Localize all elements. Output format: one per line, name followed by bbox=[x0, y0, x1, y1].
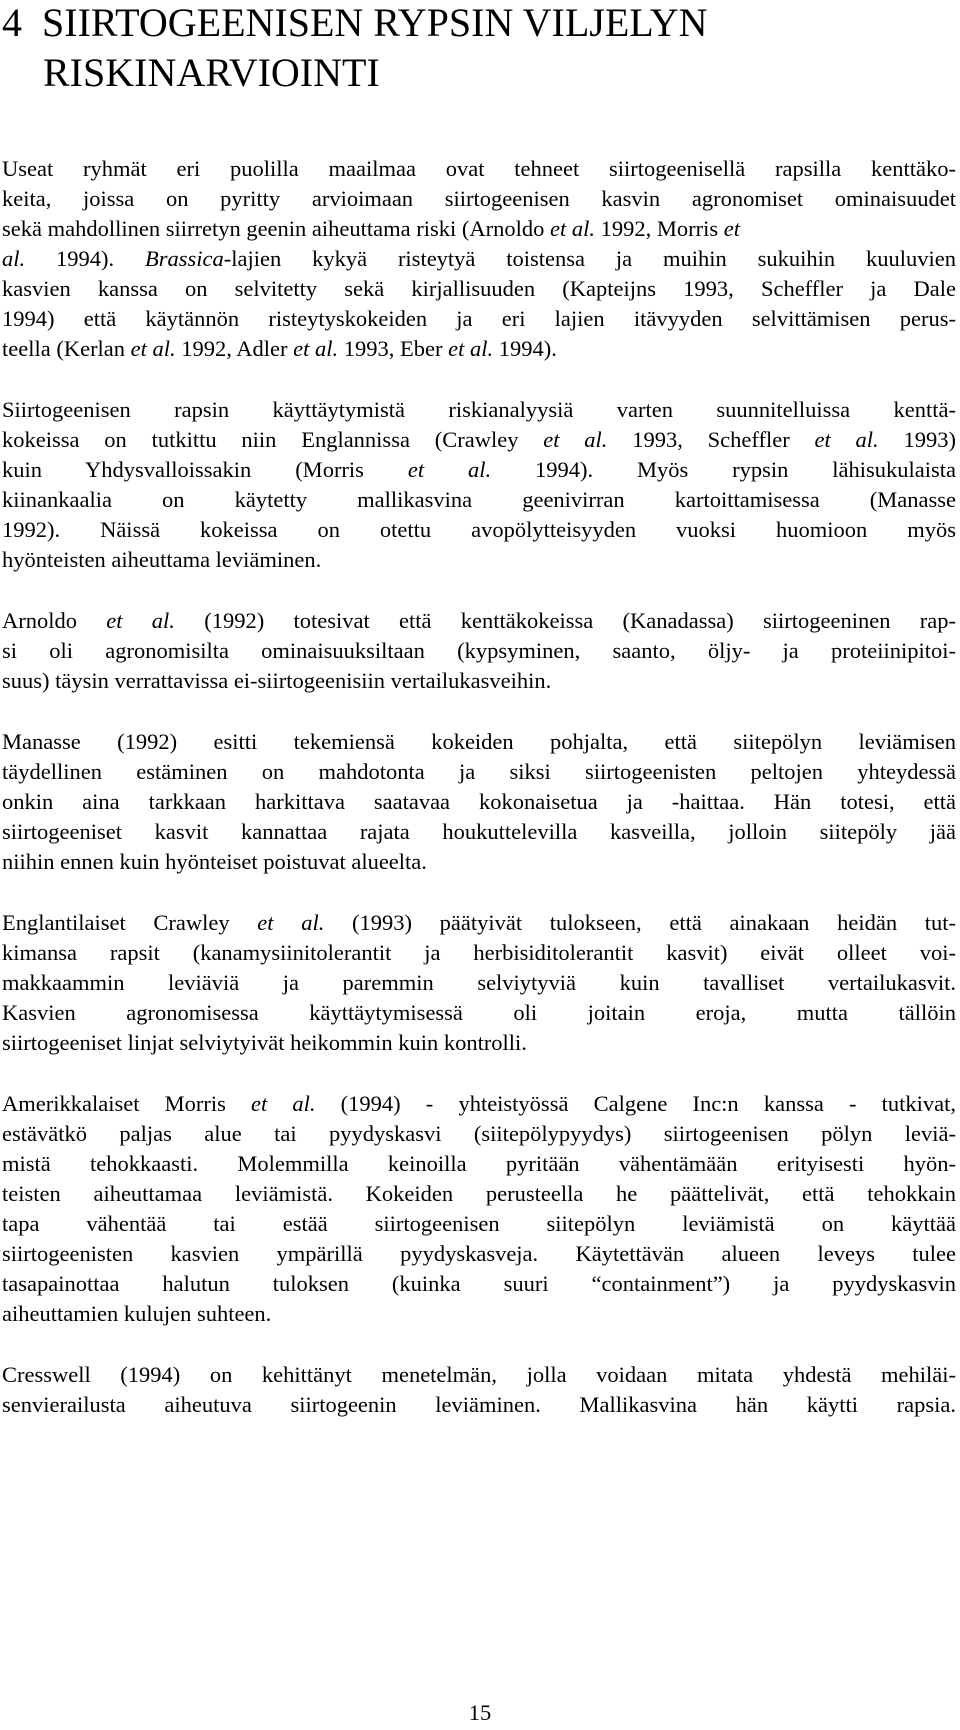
text-run: mistä tehokkaasti. Molemmilla keinoilla pyritään vähentämään erityisesti hyön- bbox=[2, 1151, 956, 1176]
text-run: Manasse (1992) esitti tekemiensä kokeiden pohjalta, että siitepölyn leviämisen bbox=[2, 729, 956, 754]
text-run: 1994). Myös rypsin lähisukulaista bbox=[491, 457, 957, 482]
italic-text: et al. bbox=[106, 608, 175, 633]
text-run: aiheuttamien kulujen suhteen. bbox=[2, 1301, 272, 1326]
text-line bbox=[2, 1209, 956, 1239]
heading-title-line-2: RISKINARVIOINTI bbox=[43, 50, 380, 95]
text-line bbox=[2, 545, 956, 575]
heading-title-line-1: SIIRTOGEENISEN RYPSIN VILJELYN bbox=[42, 0, 708, 45]
text-line bbox=[2, 274, 956, 304]
italic-text: et al. bbox=[543, 427, 608, 452]
text-line bbox=[2, 1028, 956, 1058]
text-line bbox=[2, 334, 956, 364]
chapter-number: 4 bbox=[2, 0, 22, 45]
text-run: estävätkö paljas alue tai pyydyskasvi (siitepölypyydys) siirtogeenisen pölyn leviä- bbox=[2, 1121, 956, 1146]
text-run: Useat ryhmät eri puolilla maailmaa ovat tehneet siirtogeenisellä rapsilla kenttäko- bbox=[2, 156, 956, 181]
text-run: 1994). bbox=[25, 246, 145, 271]
chapter-heading bbox=[2, 0, 942, 98]
text-run: suus) täysin verrattavissa ei-siirtogeenisiin vertailukasveihin. bbox=[2, 668, 552, 693]
text-run: -lajien kykyä risteytyä toistensa ja muihin sukuihin kuuluvien bbox=[223, 246, 956, 271]
text-line bbox=[2, 395, 956, 425]
italic-text: et bbox=[723, 216, 740, 241]
text-run: Englantilaiset Crawley bbox=[2, 910, 258, 935]
text-run: siirtogeenisten kasvien ympärillä pyydyskasveja. Käytettävän alueen leveys tulee bbox=[2, 1241, 956, 1266]
text-run: kimansa rapsit (kanamysiinitolerantit ja herbisiditolerantit kasvit) eivät olleet voi- bbox=[2, 940, 956, 965]
text-line bbox=[2, 1269, 956, 1299]
italic-text: et al. bbox=[130, 336, 176, 361]
text-run: kiinankaalia on käytetty mallikasvina geenivirran kartoittamisessa (Manasse bbox=[2, 487, 956, 512]
text-run: 1992). Näissä kokeissa on otettu avopölytteisyyden vuoksi huomioon myös bbox=[2, 517, 956, 542]
text-line bbox=[2, 1299, 956, 1329]
text-line bbox=[2, 485, 956, 515]
text-run: siirtogeeniset linjat selviytyivät heikommin kuin kontrolli. bbox=[2, 1030, 527, 1055]
text-line bbox=[2, 244, 956, 274]
text-run: (1992) totesivat että kenttäkokeissa (Kanadassa) siirtogeeninen rap- bbox=[174, 608, 956, 633]
text-run: kuin Yhdysvalloissakin (Morris bbox=[2, 457, 408, 482]
text-run: 1994). bbox=[493, 336, 557, 361]
text-run: Arnoldo bbox=[2, 608, 107, 633]
text-run: keita, joissa on pyritty arvioimaan siirtogeenisen kasvin agronomiset ominaisuudet bbox=[2, 186, 956, 211]
text-line bbox=[2, 1360, 956, 1390]
text-line bbox=[2, 757, 956, 787]
text-line bbox=[2, 817, 956, 847]
text-run: Amerikkalaiset Morris bbox=[2, 1091, 251, 1116]
text-line bbox=[2, 787, 956, 817]
text-line bbox=[2, 1149, 956, 1179]
text-run: Kasvien agronomisessa käyttäytymisessä oli joitain eroja, mutta tällöin bbox=[2, 1000, 956, 1025]
text-run: teella (Kerlan bbox=[2, 336, 131, 361]
text-run: 1993, Eber bbox=[338, 336, 449, 361]
text-run: 1992, Adler bbox=[175, 336, 294, 361]
text-line bbox=[2, 666, 956, 696]
text-line bbox=[2, 847, 956, 877]
italic-text: et al. bbox=[549, 216, 595, 241]
text-run: 1992, Morris bbox=[594, 216, 724, 241]
heading-line-1 bbox=[2, 0, 942, 48]
text-run: täydellinen estäminen on mahdotonta ja siksi siirtogeenisten peltojen yhteydessä bbox=[2, 759, 956, 784]
text-line bbox=[2, 1119, 956, 1149]
text-line bbox=[2, 214, 956, 244]
text-run: 1993) bbox=[878, 427, 956, 452]
text-run: kokeissa on tutkittu niin Englannissa (Crawley bbox=[2, 427, 544, 452]
text-run: Cresswell (1994) on kehittänyt menetelmän, jolla voidaan mitata yhdestä mehiläi- bbox=[2, 1362, 956, 1387]
text-line bbox=[2, 425, 956, 455]
italic-text: et al. bbox=[407, 457, 492, 482]
text-run: tasapainottaa halutun tuloksen (kuinka suuri “containment”) ja pyydyskasvin bbox=[2, 1271, 956, 1296]
text-line bbox=[2, 636, 956, 666]
text-line bbox=[2, 968, 956, 998]
text-line bbox=[2, 1390, 956, 1420]
text-line bbox=[2, 455, 956, 485]
italic-text: et al. bbox=[293, 336, 339, 361]
text-run: (1993) päätyivät tulokseen, että ainakaan heidän tut- bbox=[324, 910, 956, 935]
text-run: sekä mahdollinen siirretyn geenin aiheuttama riski (Arnoldo bbox=[2, 216, 550, 241]
text-run: hyönteisten aiheuttama leviäminen. bbox=[2, 547, 322, 572]
page-number: 15 bbox=[468, 1700, 492, 1725]
italic-text: al. bbox=[2, 246, 26, 271]
text-line bbox=[2, 727, 956, 757]
text-line bbox=[2, 304, 956, 334]
text-run: onkin aina tarkkaan harkittava saatavaa kokonaisetua ja -haittaa. Hän totesi, että bbox=[2, 789, 956, 814]
italic-text: et al. bbox=[814, 427, 879, 452]
text-line bbox=[2, 998, 956, 1028]
text-run: 1994) että käytännön risteytyskokeiden ja eri lajien itävyyden selvittämisen perus- bbox=[2, 306, 956, 331]
text-line bbox=[2, 606, 956, 636]
text-line bbox=[2, 908, 956, 938]
text-run: 1993, Scheffler bbox=[607, 427, 815, 452]
text-line bbox=[2, 1239, 956, 1269]
text-run: (1994) - yhteistyössä Calgene Inc:n kanssa - tutkivat, bbox=[315, 1091, 956, 1116]
italic-text: et al. bbox=[257, 910, 325, 935]
text-run: siirtogeeniset kasvit kannattaa rajata houkuttelevilla kasveilla, jolloin siitepöly jää bbox=[2, 819, 956, 844]
italic-text: et al. bbox=[251, 1091, 316, 1116]
text-run: senvierailusta aiheutuva siirtogeenin leviäminen. Mallikasvina hän käytti rapsia. bbox=[2, 1392, 956, 1417]
text-line bbox=[2, 184, 956, 214]
text-run: teisten aiheuttamaa leviämistä. Kokeiden perusteella he päättelivät, että tehokkain bbox=[2, 1181, 956, 1206]
text-run: makkaammin leviäviä ja paremmin selviytyviä kuin tavalliset vertailukasvit. bbox=[2, 970, 956, 995]
text-run: si oli agronomisilta ominaisuuksiltaan (kypsyminen, saanto, öljy- ja proteiinipitoi- bbox=[2, 638, 956, 663]
italic-text: et al. bbox=[448, 336, 494, 361]
text-line bbox=[2, 154, 956, 184]
text-run: tapa vähentää tai estää siirtogeenisen siitepölyn leviämistä on käyttää bbox=[2, 1211, 956, 1236]
text-line bbox=[2, 1179, 956, 1209]
italic-text: Brassica bbox=[145, 246, 224, 271]
text-run: Siirtogeenisen rapsin käyttäytymistä riskianalyysiä varten suunnitelluissa kenttä- bbox=[2, 397, 956, 422]
text-line bbox=[2, 1089, 956, 1119]
text-run: kasvien kanssa on selvitetty sekä kirjallisuuden (Kapteijns 1993, Scheffler ja Dale bbox=[2, 276, 956, 301]
text-run: niihin ennen kuin hyönteiset poistuvat alueelta. bbox=[2, 849, 427, 874]
text-line bbox=[2, 938, 956, 968]
text-line bbox=[2, 515, 956, 545]
